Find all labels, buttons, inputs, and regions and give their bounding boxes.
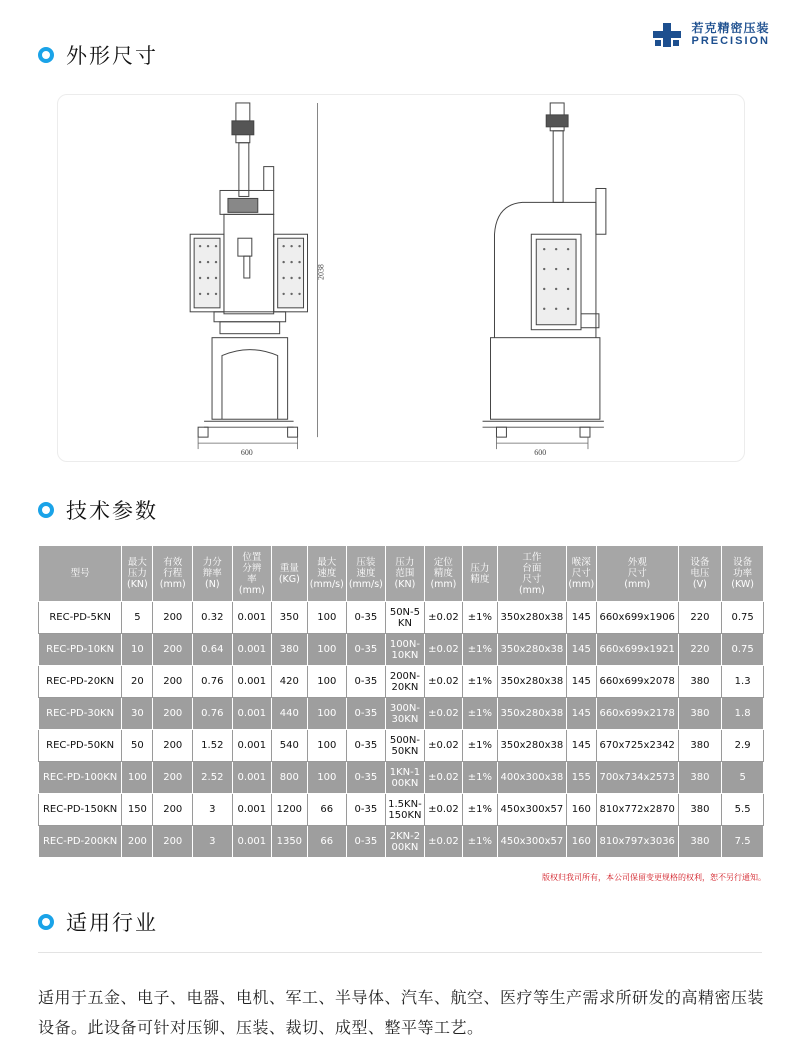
table-cell: 0.001: [232, 602, 272, 634]
table-header-cell: 压装 速度 (mm/s): [347, 546, 386, 602]
table-cell: 155: [566, 762, 596, 794]
table-cell: 0.76: [193, 698, 233, 730]
front-width-label: 600: [240, 448, 253, 458]
table-cell: 220: [678, 602, 722, 634]
logo-en-text: PRECISION: [691, 35, 770, 48]
table-cell: 100N- 10KN: [385, 634, 425, 666]
table-cell: 810x772x2870: [596, 794, 678, 826]
brand-logo: [653, 22, 770, 47]
table-cell: 350x280x38: [498, 698, 567, 730]
machine-drawing-svg: [58, 95, 744, 461]
table-cell: 50: [122, 730, 153, 762]
table-cell: 0-35: [347, 794, 386, 826]
table-cell: 350: [272, 602, 307, 634]
table-cell: 380: [272, 634, 307, 666]
table-cell: 670x725x2342: [596, 730, 678, 762]
table-header-row: [39, 546, 764, 602]
table-cell: 1.8: [722, 698, 764, 730]
table-cell: 660x699x1921: [596, 634, 678, 666]
copyright-notice: 版权归我司所有，本公司保留变更规格的权利，恕不另行通知。: [542, 873, 766, 882]
table-cell: 0-35: [347, 602, 386, 634]
table-cell: 30: [122, 698, 153, 730]
table-cell: 0-35: [347, 634, 386, 666]
table-cell: 1KN-1 00KN: [385, 762, 425, 794]
table-cell: 160: [566, 794, 596, 826]
table-cell: 220: [678, 634, 722, 666]
table-cell: 380: [678, 794, 722, 826]
table-cell: ±1%: [462, 698, 497, 730]
section-heading: 适用行业: [66, 911, 158, 935]
table-header-cell: 力分 辩率 (N): [193, 546, 233, 602]
table-cell: 150: [122, 794, 153, 826]
table-cell: ±0.02: [425, 762, 462, 794]
table-cell: 66: [307, 826, 347, 858]
table-cell: 660x699x2078: [596, 666, 678, 698]
table-cell: ±1%: [462, 634, 497, 666]
table-header-cell: 位置 分辨 率 (mm): [232, 546, 272, 602]
table-cell: 2KN-2 00KN: [385, 826, 425, 858]
table-cell: 800: [272, 762, 307, 794]
table-cell: 0.001: [232, 634, 272, 666]
table-cell: 200: [153, 666, 193, 698]
table-cell: 145: [566, 730, 596, 762]
table-cell: 0.76: [193, 666, 233, 698]
table-cell: 0.32: [193, 602, 233, 634]
table-cell: 20: [122, 666, 153, 698]
table-header-cell: 压力 范围 (KN): [385, 546, 425, 602]
bullet-ring-icon: [38, 914, 54, 930]
table-cell: 1350: [272, 826, 307, 858]
table-header-cell: 喉深 尺寸 (mm): [566, 546, 596, 602]
table-cell: 0.001: [232, 826, 272, 858]
table-cell: 145: [566, 666, 596, 698]
table-cell: 50N-5 KN: [385, 602, 425, 634]
table-cell: 440: [272, 698, 307, 730]
table-row: [39, 794, 764, 826]
table-cell: ±1%: [462, 666, 497, 698]
table-cell: 380: [678, 826, 722, 858]
table-cell: 1.3: [722, 666, 764, 698]
table-cell: 350x280x38: [498, 666, 567, 698]
section-specs-title: [38, 495, 158, 525]
table-cell: 100: [307, 666, 347, 698]
table-cell: ±0.02: [425, 698, 462, 730]
table-cell: 200: [153, 730, 193, 762]
table-cell: 0.75: [722, 602, 764, 634]
table-cell: REC-PD-50KN: [39, 730, 122, 762]
table-cell: 100: [307, 634, 347, 666]
table-cell: ±0.02: [425, 666, 462, 698]
table-cell: 810x797x3036: [596, 826, 678, 858]
table-cell: 145: [566, 634, 596, 666]
table-cell: 7.5: [722, 826, 764, 858]
section-divider: [38, 952, 762, 953]
table-cell: ±1%: [462, 602, 497, 634]
table-cell: 0.001: [232, 794, 272, 826]
table-cell: 160: [566, 826, 596, 858]
dimension-drawing: [57, 94, 745, 462]
table-cell: 2.52: [193, 762, 233, 794]
table-row: [39, 634, 764, 666]
table-cell: 200N- 20KN: [385, 666, 425, 698]
table-cell: 400x300x38: [498, 762, 567, 794]
table-cell: ±1%: [462, 730, 497, 762]
table-cell: 200: [153, 794, 193, 826]
table-cell: 200: [153, 826, 193, 858]
table-cell: 1.5KN- 150KN: [385, 794, 425, 826]
table-cell: REC-PD-20KN: [39, 666, 122, 698]
table-cell: 5: [722, 762, 764, 794]
table-cell: 1200: [272, 794, 307, 826]
table-cell: 200: [153, 698, 193, 730]
table-cell: 1.52: [193, 730, 233, 762]
table-cell: REC-PD-150KN: [39, 794, 122, 826]
table-cell: 100: [307, 602, 347, 634]
logo-cn-text: 若克精密压装: [691, 21, 770, 35]
table-row: [39, 762, 764, 794]
table-cell: ±0.02: [425, 826, 462, 858]
table-cell: 300N- 30KN: [385, 698, 425, 730]
table-cell: 380: [678, 762, 722, 794]
table-row: [39, 666, 764, 698]
table-cell: 66: [307, 794, 347, 826]
table-cell: 0-35: [347, 730, 386, 762]
table-cell: ±1%: [462, 762, 497, 794]
table-cell: 0-35: [347, 762, 386, 794]
table-cell: 145: [566, 602, 596, 634]
table-cell: 0-35: [347, 698, 386, 730]
table-cell: 100: [307, 698, 347, 730]
table-cell: ±0.02: [425, 634, 462, 666]
side-width-label: 600: [534, 448, 547, 458]
section-heading: 外形尺寸: [66, 44, 158, 68]
table-header-cell: 外观 尺寸 (mm): [596, 546, 678, 602]
table-row: [39, 602, 764, 634]
table-cell: ±1%: [462, 826, 497, 858]
bullet-ring-icon: [38, 47, 54, 63]
logo-icon: [653, 23, 685, 47]
table-cell: 450x300x57: [498, 826, 567, 858]
table-header-cell: 压力 精度: [462, 546, 497, 602]
table-cell: 5.5: [722, 794, 764, 826]
table-header-cell: 最大 速度 (mm/s): [307, 546, 347, 602]
table-cell: ±0.02: [425, 794, 462, 826]
section-dimensions-title: [38, 40, 158, 70]
table-cell: 10: [122, 634, 153, 666]
side-base: [491, 338, 600, 420]
table-cell: 420: [272, 666, 307, 698]
section-heading: 技术参数: [66, 499, 158, 523]
table-cell: 540: [272, 730, 307, 762]
table-cell: REC-PD-200KN: [39, 826, 122, 858]
table-cell: 0.75: [722, 634, 764, 666]
table-cell: REC-PD-10KN: [39, 634, 122, 666]
table-row: [39, 730, 764, 762]
height-label: 2038: [316, 264, 326, 280]
table-cell: 380: [678, 698, 722, 730]
table-cell: 3: [193, 794, 233, 826]
table-cell: 145: [566, 698, 596, 730]
table-cell: 0-35: [347, 666, 386, 698]
table-cell: ±0.02: [425, 602, 462, 634]
table-cell: 200: [153, 762, 193, 794]
spec-table: [38, 545, 764, 858]
industry-description: 适用于五金、电子、电器、电机、军工、半导体、汽车、航空、医疗等生产需求所研发的高精密压装设备。此设备可针对压铆、压装、裁切、成型、整平等工艺。: [38, 988, 765, 1037]
table-cell: 100: [307, 730, 347, 762]
table-cell: 100: [122, 762, 153, 794]
table-cell: ±1%: [462, 794, 497, 826]
table-cell: 500N- 50KN: [385, 730, 425, 762]
table-cell: 350x280x38: [498, 602, 567, 634]
table-header-cell: 设备 电压 (V): [678, 546, 722, 602]
table-row: [39, 826, 764, 858]
table-cell: 5: [122, 602, 153, 634]
table-header-cell: 定位 精度 (mm): [425, 546, 462, 602]
table-cell: 0.001: [232, 666, 272, 698]
table-cell: 660x699x2178: [596, 698, 678, 730]
table-cell: 700x734x2573: [596, 762, 678, 794]
table-header-cell: 重量 (KG): [272, 546, 307, 602]
table-cell: 660x699x1906: [596, 602, 678, 634]
table-cell: 350x280x38: [498, 730, 567, 762]
table-cell: REC-PD-5KN: [39, 602, 122, 634]
table-cell: 380: [678, 666, 722, 698]
table-cell: ±0.02: [425, 730, 462, 762]
table-row: [39, 698, 764, 730]
table-header-cell: 型号: [39, 546, 122, 602]
table-cell: 0.001: [232, 762, 272, 794]
section-industry-title: [38, 907, 158, 937]
bullet-ring-icon: [38, 502, 54, 518]
table-cell: 3: [193, 826, 233, 858]
table-cell: 200: [153, 602, 193, 634]
table-header-cell: 设备 功率 (KW): [722, 546, 764, 602]
table-header-cell: 最大 压力 (KN): [122, 546, 153, 602]
table-cell: REC-PD-100KN: [39, 762, 122, 794]
table-cell: 350x280x38: [498, 634, 567, 666]
table-cell: 100: [307, 762, 347, 794]
table-cell: 0.001: [232, 730, 272, 762]
table-header-cell: 有效 行程 (mm): [153, 546, 193, 602]
table-cell: 0.001: [232, 698, 272, 730]
table-cell: 200: [153, 634, 193, 666]
table-cell: REC-PD-30KN: [39, 698, 122, 730]
table-cell: 0-35: [347, 826, 386, 858]
table-cell: 200: [122, 826, 153, 858]
table-cell: 380: [678, 730, 722, 762]
table-cell: 450x300x57: [498, 794, 567, 826]
table-header-cell: 工作 台面 尺寸 (mm): [498, 546, 567, 602]
table-cell: 0.64: [193, 634, 233, 666]
table-cell: 2.9: [722, 730, 764, 762]
